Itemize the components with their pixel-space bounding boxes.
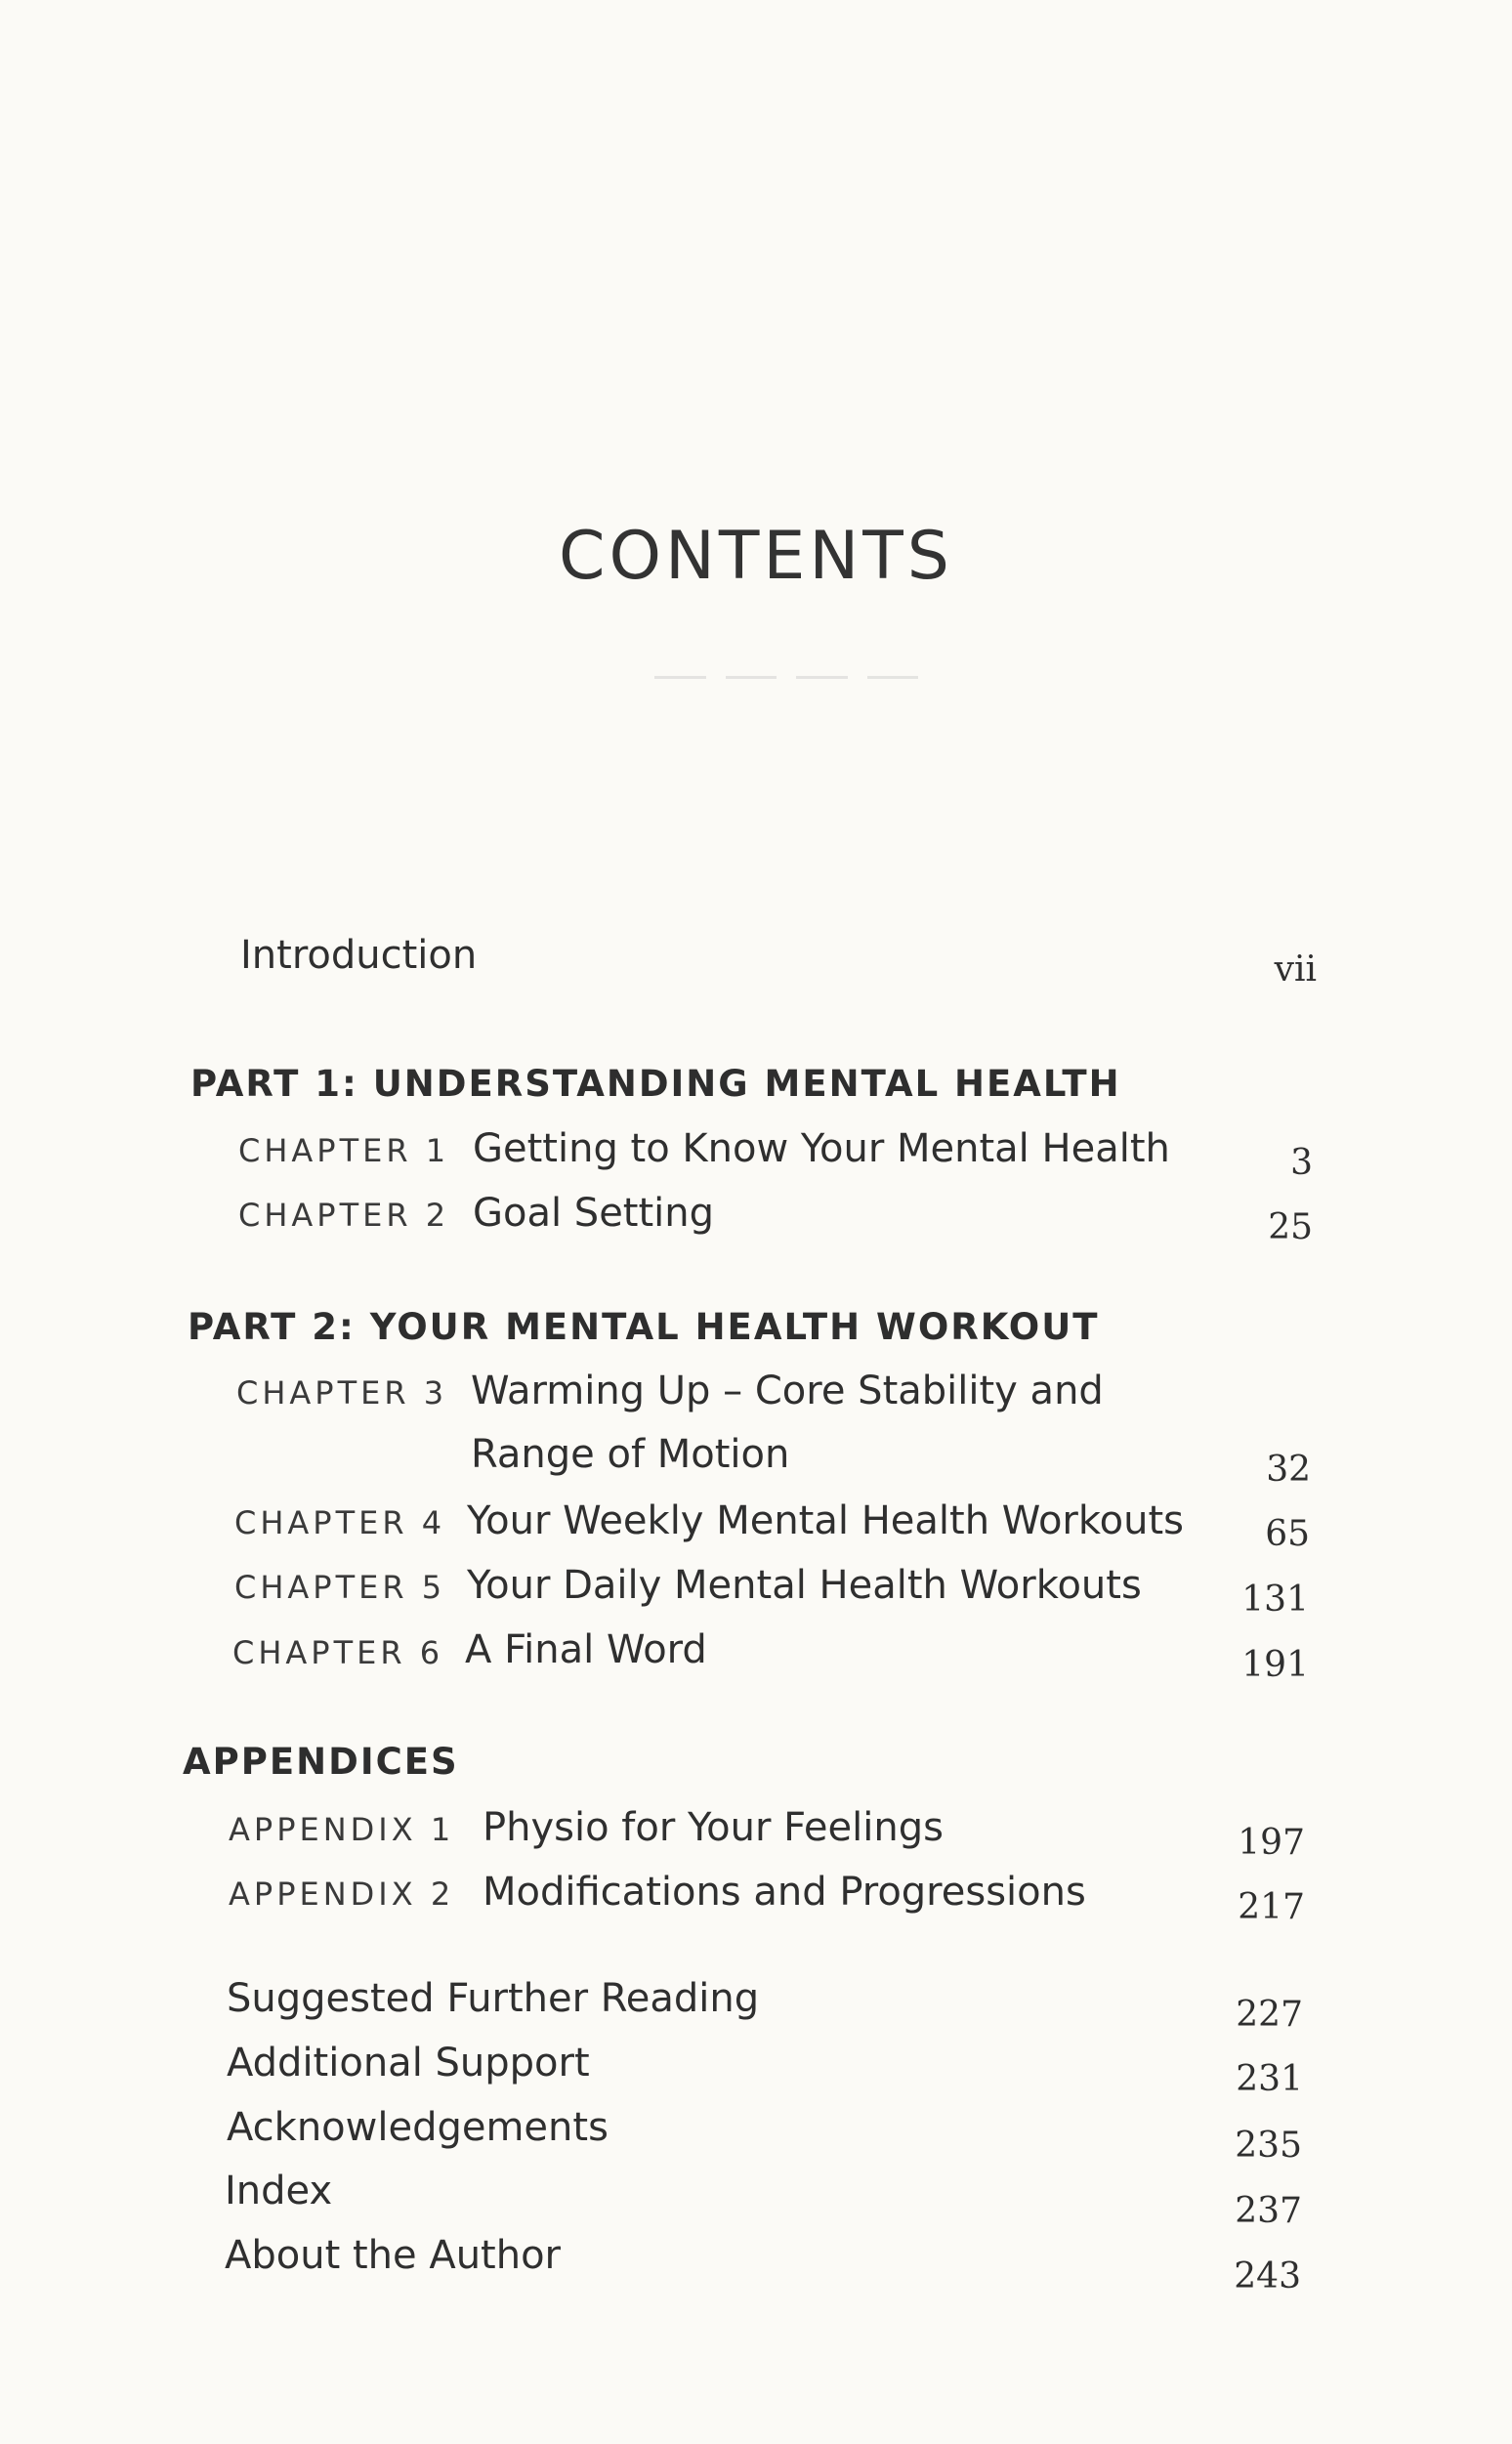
ornament-dash <box>867 676 919 679</box>
part-1-heading: PART 1: UNDERSTANDING MENTAL HEALTH <box>190 1063 1121 1105</box>
appendix-1-label: APPENDIX 1 <box>229 1811 455 1848</box>
chapter-4-title[interactable]: Your Weekly Mental Health Workouts <box>467 1498 1184 1543</box>
ornament-dash <box>726 676 777 679</box>
ornament-dash <box>654 676 706 679</box>
appendix-2-title[interactable]: Modifications and Progressions <box>483 1870 1086 1915</box>
chapter-3-label: CHAPTER 3 <box>236 1374 448 1412</box>
appendix-1-title[interactable]: Physio for Your Feelings <box>483 1805 944 1850</box>
title-ornament <box>654 676 918 680</box>
chapter-1-page: 3 <box>1290 1143 1313 1183</box>
chapter-4-label: CHAPTER 4 <box>234 1504 446 1541</box>
ornament-dash <box>796 676 848 679</box>
back-matter-item[interactable]: About the Author <box>225 2233 562 2278</box>
toc-intro-page: vii <box>1274 949 1317 990</box>
appendix-2-page: 217 <box>1238 1887 1305 1927</box>
back-matter-page: 243 <box>1234 2256 1301 2297</box>
chapter-2-page: 25 <box>1268 1207 1313 1247</box>
chapter-5-title[interactable]: Your Daily Mental Health Workouts <box>467 1563 1142 1608</box>
chapter-5-page: 131 <box>1241 1580 1309 1620</box>
appendices-heading: APPENDICES <box>183 1741 459 1783</box>
back-matter-page: 237 <box>1235 2191 1302 2231</box>
back-matter-page: 235 <box>1235 2126 1302 2166</box>
back-matter-item[interactable]: Index <box>225 2169 333 2213</box>
chapter-3-page: 32 <box>1266 1450 1311 1490</box>
chapter-2-title[interactable]: Goal Setting <box>473 1191 715 1236</box>
chapter-5-label: CHAPTER 5 <box>234 1569 446 1606</box>
chapter-3-title[interactable]: Warming Up – Core Stability and <box>471 1369 1104 1413</box>
chapter-6-title[interactable]: A Final Word <box>465 1627 707 1672</box>
back-matter-item[interactable]: Suggested Further Reading <box>227 1976 760 2021</box>
back-matter-item[interactable]: Additional Support <box>227 2041 590 2086</box>
toc-intro-title[interactable]: Introduction <box>240 933 478 978</box>
chapter-1-label: CHAPTER 1 <box>238 1132 450 1169</box>
chapter-6-label: CHAPTER 6 <box>232 1634 444 1671</box>
appendix-1-page: 197 <box>1238 1823 1305 1863</box>
back-matter-item[interactable]: Acknowledgements <box>227 2105 609 2150</box>
chapter-3-title-line2[interactable]: Range of Motion <box>471 1432 790 1477</box>
part-2-heading: PART 2: YOUR MENTAL HEALTH WORKOUT <box>188 1306 1100 1348</box>
appendix-2-label: APPENDIX 2 <box>229 1875 455 1913</box>
chapter-6-page: 191 <box>1241 1645 1309 1685</box>
back-matter-page: 227 <box>1236 1995 1303 2035</box>
page-title: CONTENTS <box>559 518 953 595</box>
chapter-1-title[interactable]: Getting to Know Your Mental Health <box>473 1126 1170 1171</box>
back-matter-page: 231 <box>1236 2059 1303 2099</box>
chapter-4-page: 65 <box>1265 1514 1310 1554</box>
chapter-2-label: CHAPTER 2 <box>238 1197 450 1234</box>
